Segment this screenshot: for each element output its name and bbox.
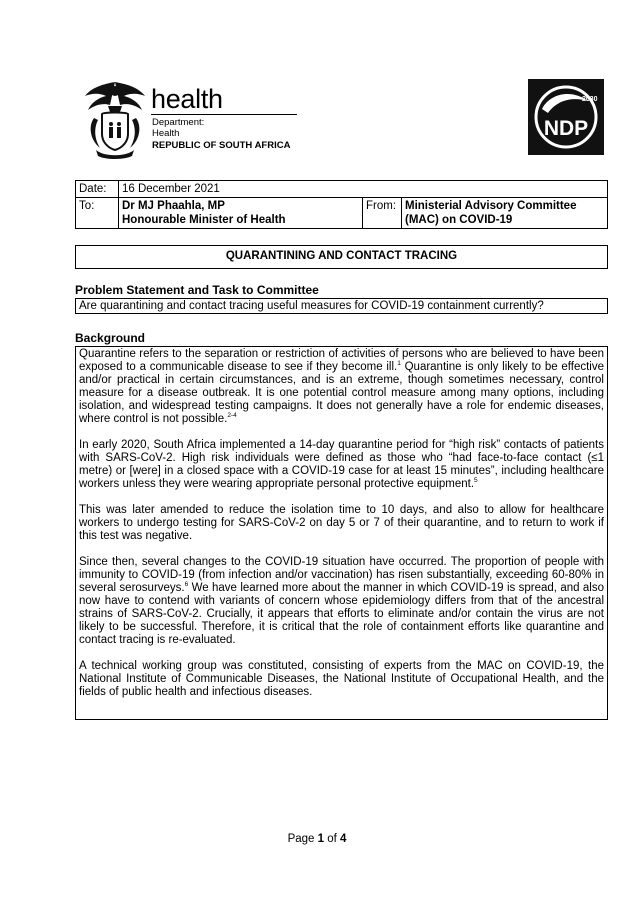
health-wordmark: health [151, 84, 223, 114]
ndp-text: NDP [543, 117, 589, 140]
citation: 1 [397, 360, 401, 367]
page-current: 1 [317, 833, 325, 845]
date-value: 16 December 2021 [119, 181, 608, 198]
citation: 5 [474, 477, 478, 484]
paragraph-text: A technical working group was constituted, consisting of experts from the MAC on COVID-19, the National Institute of Communicable Diseases, the National Institute of Occupational Health, and the fields of public health and infectious diseases. [79, 660, 604, 698]
from-label: From: [363, 198, 402, 229]
department-line: Department: [152, 117, 205, 128]
background-heading: Background [75, 331, 146, 345]
citation: 6 [184, 581, 189, 588]
document-title: QUARANTINING AND CONTACT TRACING [75, 245, 608, 269]
date-row [76, 181, 608, 198]
sender-line: Ministerial Advisory Committee [405, 200, 577, 212]
paragraph-text: Since then, several changes to the COVID-19 situation have occurred. The proportion of people with immunity to COVID-19 (from infection and/or vaccination) has risen substantially, exceeding 60-80% in several serosurveys. [79, 556, 604, 594]
logo-divider [151, 114, 297, 115]
background-paragraph [79, 439, 604, 491]
to-from-row [76, 198, 608, 229]
memo-table [75, 180, 608, 229]
ndp-2030-logo [528, 79, 604, 155]
recipient-name: Dr MJ Phaahla, MP [122, 200, 225, 212]
background-paragraph [79, 556, 604, 647]
department-name: Health [152, 127, 180, 139]
problem-question: Are quarantining and contact tracing useful measures for COVID-19 containment currently? [75, 298, 608, 314]
coat-of-arms-logo [82, 78, 148, 160]
problem-heading: Problem Statement and Task to Committee [75, 283, 319, 297]
background-box [75, 346, 608, 720]
paragraph-text: Quarantine refers to the separation or restriction of activities of persons who are believed to have been exposed to a communicable disease to see if they become ill. [79, 348, 604, 373]
recipient [119, 198, 363, 229]
background-paragraph [79, 660, 604, 699]
country-label: REPUBLIC OF SOUTH AFRICA [152, 140, 291, 151]
background-paragraph [79, 348, 604, 426]
date-label: Date: [76, 181, 119, 198]
ndp-year: 2030 [582, 96, 598, 103]
page-number [0, 833, 634, 845]
page-word: Page [287, 833, 318, 845]
background-paragraph [79, 504, 604, 543]
page-of: of [324, 833, 341, 845]
paragraph-text: In early 2020, South Africa implemented a 14-day quarantine period for “high risk” contacts of patients with SARS-CoV-2. High risk individuals were defined as those who “had face-to-face contact (≤1 metre) or [were] in a closed space with a COVID-19 case for at least 15 minutes”, including healthcare workers unless they were wearing appropriate personal protective equipment. [79, 439, 604, 490]
sender [402, 198, 608, 229]
paragraph-text: This was later amended to reduce the isolation time to 10 days, and also to allow for healthcare workers to undergo testing for SARS-CoV-2 on day 5 or 7 of their quarantine, and to return to work if this test was negative. [79, 504, 604, 542]
to-label: To: [76, 198, 119, 229]
page-total: 4 [340, 833, 347, 845]
recipient-title: Honourable Minister of Health [122, 214, 286, 226]
paragraph-text: We have learned more about the manner in which COVID-19 is spread, and also now have to contend with variants of concern whose epidemiology differs from that of the ancestral strains of SARS-CoV-2. Crucially, it appears that efforts to eliminate and/or contain the virus are not likely to be successful. Therefore, it is critical that the role of containment efforts like quarantine and contact tracing is re-evaluated. [79, 582, 604, 646]
department-label [152, 118, 204, 139]
sender-line: (MAC) on COVID-19 [405, 214, 513, 226]
citation: 2-4 [227, 412, 237, 419]
paragraph-text: Quarantine is only likely to be effective and/or practical in certain circumstances, and is an extreme, though sometimes necessary, control measure for a disease outbreak. It is one potential control measure among many options, including isolation, and widespread testing campaigns. It does not generally have a role for endemic diseases, where control is not possible. [79, 361, 605, 425]
